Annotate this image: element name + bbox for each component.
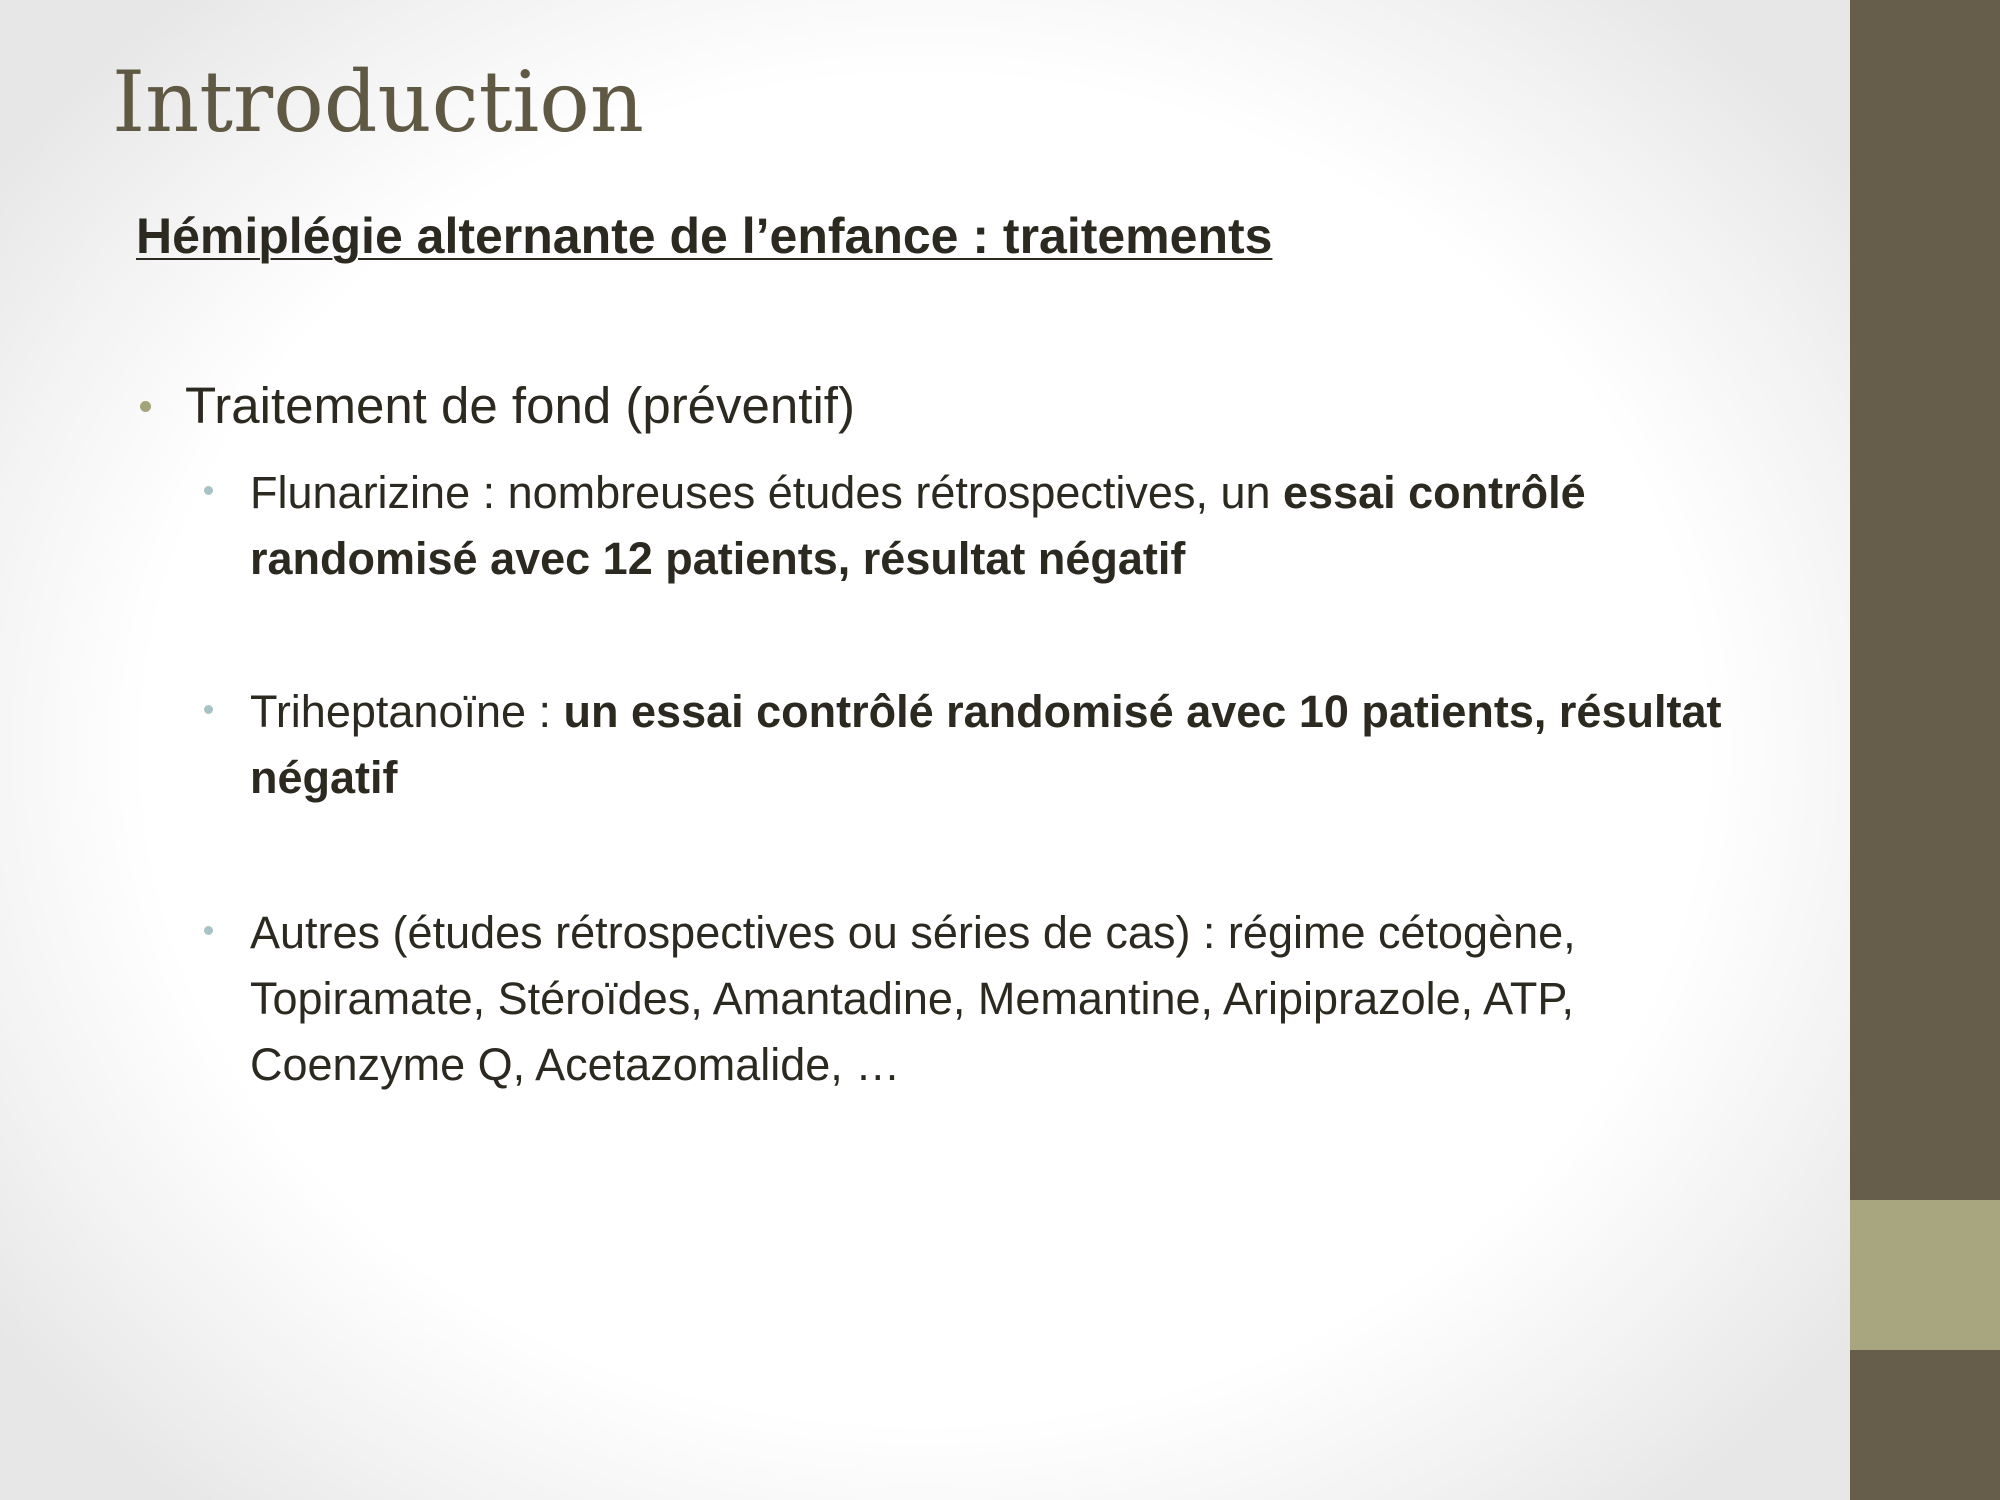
subbullet-plain-text: Triheptanoïne : — [250, 686, 564, 737]
subbullet-bold-text: essai contrôlé randomisé avec 12 patients, résultat négatif — [250, 467, 1586, 584]
subbullet-dot-icon — [204, 926, 213, 935]
sidebar-decoration — [1850, 0, 2000, 1500]
subbullet-autres — [200, 900, 1760, 1098]
subbullet-text — [250, 900, 1750, 1098]
subbullet-text — [250, 460, 1750, 592]
bullet-dot-icon — [140, 401, 151, 412]
sidebar-accent-block — [1850, 1200, 2000, 1350]
subbullet-triheptanoine — [200, 679, 1760, 811]
bullet-main-text: Traitement de fond (préventif) — [185, 377, 855, 434]
subbullet-text — [250, 679, 1750, 811]
subbullet-dot-icon — [204, 705, 213, 714]
slide-title: Introduction — [112, 53, 644, 151]
subbullet-bold-text: un essai contrôlé randomisé avec 10 patients, résultat négatif — [250, 686, 1722, 803]
subbullet-dot-icon — [204, 486, 213, 495]
slide-subtitle: Hémiplégie alternante de l’enfance : traitements — [136, 208, 1273, 264]
subbullet-flunarizine — [200, 460, 1760, 592]
subbullet-plain-text: Flunarizine : nombreuses études rétrospectives, un — [250, 467, 1284, 518]
subbullet-plain-text: Autres (études rétrospectives ou séries de cas) : régime cétogène, Topiramate, Stéroïdes, Amantadine, Memantine, Aripiprazole, ATP, Coenzyme Q, Acetazomalide, … — [250, 907, 1576, 1090]
